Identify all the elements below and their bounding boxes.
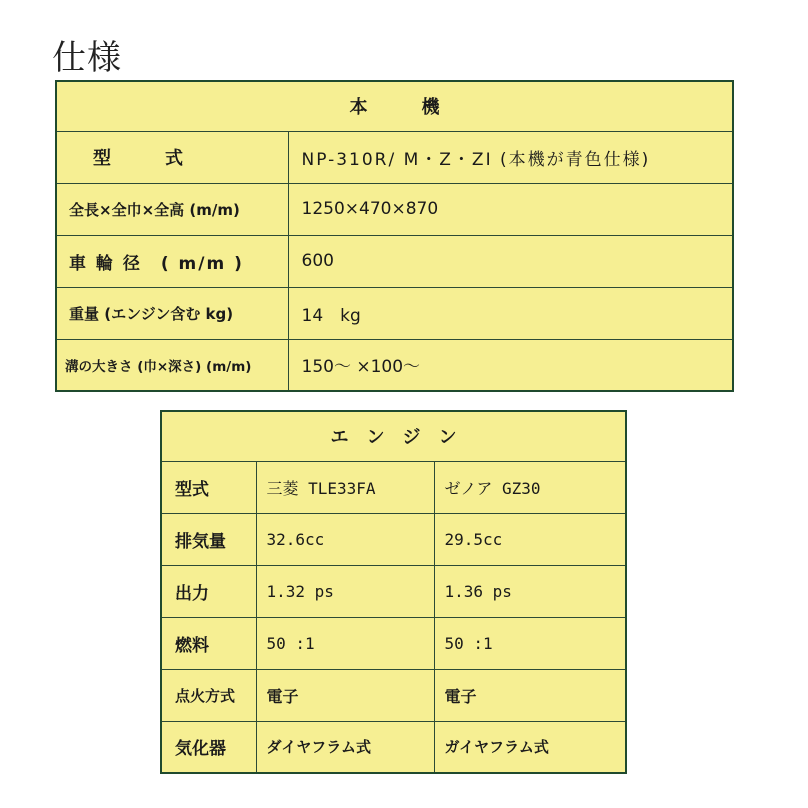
spec-label-weight: 重量 (エンジン含む kg) bbox=[56, 287, 288, 339]
main-spec-header-row bbox=[56, 81, 733, 131]
engine-output-mitsubishi: 1.32 ps bbox=[256, 565, 434, 617]
engine-spec-table bbox=[160, 410, 627, 774]
main-spec-table bbox=[55, 80, 734, 392]
engine-label-fuel: 燃料 bbox=[161, 617, 256, 669]
spec-value-wheel-diameter: 600 bbox=[288, 235, 733, 287]
spec-value-model: NP-310R/ M・Z・ZI (本機が青色仕様) bbox=[288, 131, 733, 183]
engine-label-model: 型式 bbox=[161, 461, 256, 513]
engine-label-carburetor: 気化器 bbox=[161, 721, 256, 773]
engine-output-zenoah: 1.36 ps bbox=[434, 565, 626, 617]
spec-value-groove-size: 150〜 ×100〜 bbox=[288, 339, 733, 391]
table-row bbox=[56, 287, 733, 339]
engine-carburetor-mitsubishi: ダイヤフラム式 bbox=[256, 721, 434, 773]
engine-model-mitsubishi: 三菱 TLE33FA bbox=[256, 461, 434, 513]
table-row bbox=[56, 183, 733, 235]
table-row bbox=[56, 235, 733, 287]
spec-label-model: 型 式 bbox=[56, 131, 288, 183]
page-title: 仕様 bbox=[52, 38, 122, 78]
engine-displacement-mitsubishi: 32.6cc bbox=[256, 513, 434, 565]
spec-value-weight: 14 kg bbox=[288, 287, 733, 339]
table-row bbox=[161, 461, 626, 513]
main-spec-header: 本 機 bbox=[56, 81, 733, 131]
spec-value-dimensions: 1250×470×870 bbox=[288, 183, 733, 235]
table-row bbox=[56, 339, 733, 391]
table-row bbox=[56, 131, 733, 183]
spec-label-groove-size: 溝の大きさ (巾×深さ) (m/m) bbox=[56, 339, 288, 391]
engine-label-output: 出力 bbox=[161, 565, 256, 617]
engine-model-zenoah: ゼノア GZ30 bbox=[434, 461, 626, 513]
table-row bbox=[161, 513, 626, 565]
engine-displacement-zenoah: 29.5cc bbox=[434, 513, 626, 565]
table-row bbox=[161, 565, 626, 617]
spec-label-wheel-diameter: 車 輪 径 ( m/m ) bbox=[56, 235, 288, 287]
table-row bbox=[161, 617, 626, 669]
engine-carburetor-zenoah: ガイヤフラム式 bbox=[434, 721, 626, 773]
engine-label-displacement: 排気量 bbox=[161, 513, 256, 565]
engine-fuel-mitsubishi: 50 :1 bbox=[256, 617, 434, 669]
engine-fuel-zenoah: 50 :1 bbox=[434, 617, 626, 669]
engine-spec-header: エ ン ジ ン bbox=[161, 411, 626, 461]
spec-label-dimensions: 全長×全巾×全高 (m/m) bbox=[56, 183, 288, 235]
table-row bbox=[161, 669, 626, 721]
engine-ignition-zenoah: 電子 bbox=[434, 669, 626, 721]
table-row bbox=[161, 721, 626, 773]
engine-ignition-mitsubishi: 電子 bbox=[256, 669, 434, 721]
engine-spec-header-row bbox=[161, 411, 626, 461]
engine-label-ignition: 点火方式 bbox=[161, 669, 256, 721]
